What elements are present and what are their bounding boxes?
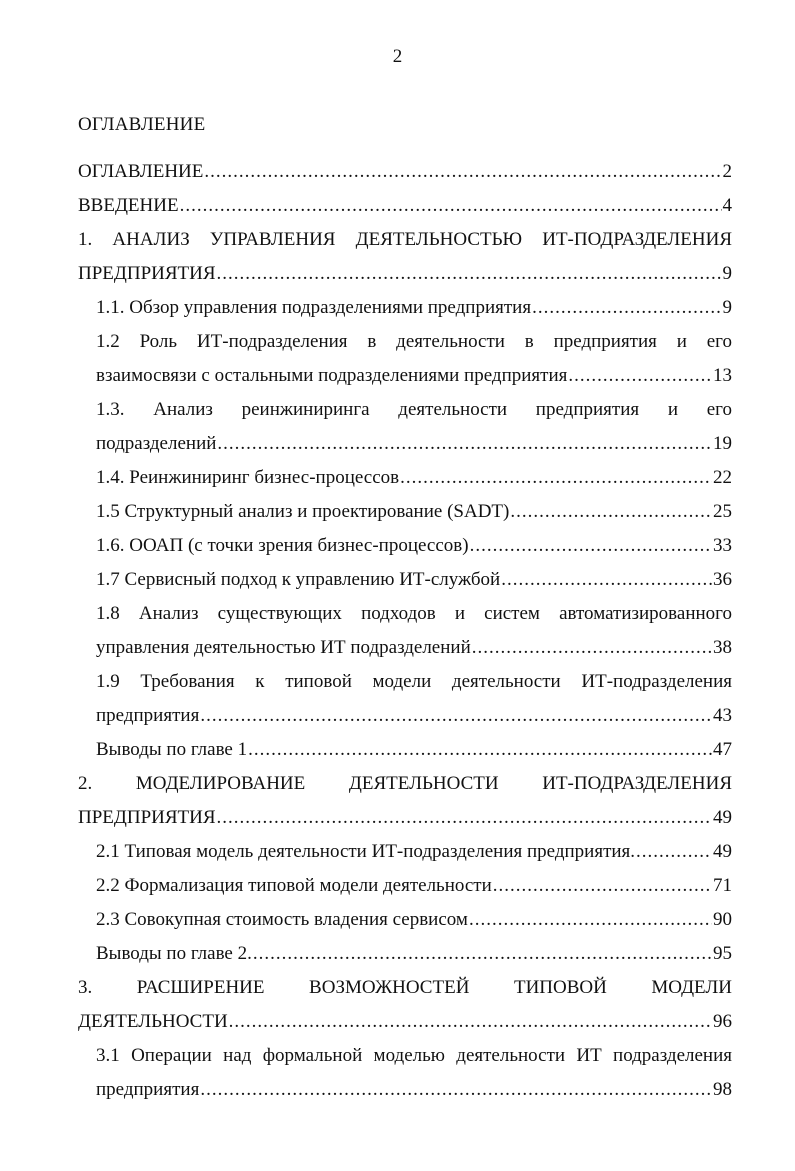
toc-entry-leader-line — [78, 257, 732, 291]
toc-entry-leader-line — [96, 631, 732, 665]
toc-entry-leader-line — [78, 1005, 732, 1039]
toc-entry-page: 98 — [713, 1079, 732, 1100]
toc-entry-page: 9 — [722, 297, 732, 318]
toc-entry[interactable] — [78, 155, 732, 189]
toc-entry-page: 22 — [713, 467, 732, 488]
toc-entry-leader-line — [96, 869, 732, 903]
toc-entry[interactable] — [96, 903, 732, 937]
toc-entry-line: 1.3. Анализ реинжиниринга деятельности предприятия и его — [96, 399, 732, 420]
dot-leader — [200, 699, 712, 733]
toc-entry-title: 1.1. Обзор управления подразделениями предприятия — [96, 297, 532, 318]
toc-entry-page: 47 — [713, 739, 732, 760]
dot-leader — [200, 1073, 712, 1107]
toc-entry-title: 2.2 Формализация типовой модели деятельности — [96, 875, 492, 896]
toc-entry-leader-line — [78, 155, 732, 189]
toc-entry-page: 49 — [713, 841, 732, 862]
dot-leader — [217, 801, 712, 835]
toc-entry[interactable] — [78, 189, 732, 223]
dot-leader — [400, 461, 712, 495]
dot-leader — [248, 733, 712, 767]
dot-leader — [472, 631, 712, 665]
toc-entry-leader-line — [96, 563, 732, 597]
toc-entry-line: 1.8 Анализ существующих подходов и систем автоматизированного — [96, 603, 732, 624]
toc-entry-page: 19 — [713, 433, 732, 454]
dot-leader — [501, 563, 712, 597]
toc-entry-title: 2.3 Совокупная стоимость владения сервисом — [96, 909, 468, 930]
toc-entry[interactable] — [96, 461, 732, 495]
toc-entry[interactable] — [96, 291, 732, 325]
toc-entry-title: взаимосвязи с остальными подразделениями предприятия — [96, 365, 568, 386]
dot-leader — [470, 529, 712, 563]
toc-entry-page: 9 — [722, 263, 732, 284]
toc-entry-title: ОГЛАВЛЕНИЕ — [78, 161, 204, 182]
toc-entry-title: 1.6. ООАП (с точки зрения бизнес-процессов) — [96, 535, 469, 556]
toc-entry-line: 1.2 Роль ИТ-подразделения в деятельности в предприятия и его — [96, 331, 732, 352]
toc-entry-leader-line — [96, 1073, 732, 1107]
toc-entry-page: 95 — [713, 943, 732, 964]
toc-entry-title: Выводы по главе 1 — [96, 739, 248, 760]
toc-entry-leader-line — [96, 427, 732, 461]
dot-leader — [493, 869, 712, 903]
toc-entry-page: 25 — [713, 501, 732, 522]
toc-entry-title: подразделений — [96, 433, 217, 454]
toc-entry-line: 1. АНАЛИЗ УПРАВЛЕНИЯ ДЕЯТЕЛЬНОСТЬЮ ИТ-ПОДРАЗДЕЛЕНИЯ — [78, 229, 732, 250]
toc-entry-page: 38 — [713, 637, 732, 658]
toc-entry[interactable] — [96, 665, 732, 733]
toc-entry-page: 96 — [713, 1011, 732, 1032]
toc-entry-title: ПРЕДПРИЯТИЯ — [78, 807, 216, 828]
toc-entry-page: 2 — [722, 161, 732, 182]
toc-entry-title: ПРЕДПРИЯТИЯ — [78, 263, 216, 284]
toc-entry-line: 2. МОДЕЛИРОВАНИЕ ДЕЯТЕЛЬНОСТИ ИТ-ПОДРАЗДЕЛЕНИЯ — [78, 773, 732, 794]
dot-leader — [229, 1005, 712, 1039]
toc-entry-line: 3. РАСШИРЕНИЕ ВОЗМОЖНОСТЕЙ ТИПОВОЙ МОДЕЛИ — [78, 977, 732, 998]
dot-leader — [217, 257, 722, 291]
toc-entry[interactable] — [96, 563, 732, 597]
dot-leader — [204, 155, 721, 189]
toc-entry-leader-line — [96, 835, 732, 869]
toc-entry[interactable] — [78, 971, 732, 1039]
toc-entry-page: 90 — [713, 909, 732, 930]
toc-entry-page: 49 — [713, 807, 732, 828]
dot-leader — [532, 291, 721, 325]
toc-entry-title: предприятия — [96, 1079, 200, 1100]
toc-entry-page: 13 — [713, 365, 732, 386]
toc-entry-page: 71 — [713, 875, 732, 896]
toc-entry[interactable] — [96, 393, 732, 461]
toc-entry-page: 36 — [713, 569, 732, 590]
toc-entry-title: ДЕЯТЕЛЬНОСТИ — [78, 1011, 228, 1032]
toc-entry-leader-line — [96, 529, 732, 563]
dot-leader — [180, 189, 722, 223]
toc-entry-leader-line — [96, 291, 732, 325]
toc-entry[interactable] — [96, 325, 732, 393]
toc-entry-leader-line — [96, 903, 732, 937]
toc-entry[interactable] — [96, 869, 732, 903]
toc-entry-page: 43 — [713, 705, 732, 726]
dot-leader — [636, 835, 712, 869]
toc-entry[interactable] — [96, 1039, 732, 1107]
toc-entry[interactable] — [96, 835, 732, 869]
toc-entry-leader-line — [96, 699, 732, 733]
toc-entry[interactable] — [96, 597, 732, 665]
toc-entry-title: 1.7 Сервисный подход к управлению ИТ-службой — [96, 569, 501, 590]
toc-entry-leader-line — [96, 359, 732, 393]
toc-heading: ОГЛАВЛЕНИЕ — [78, 114, 206, 135]
toc-entry[interactable] — [96, 937, 732, 971]
toc-entry-title: управления деятельностью ИТ подразделений — [96, 637, 471, 658]
toc-entry-leader-line — [96, 937, 732, 971]
toc-entry-line: 3.1 Операции над формальной моделью деятельности ИТ подразделения — [96, 1045, 732, 1066]
dot-leader — [469, 903, 712, 937]
toc-entry[interactable] — [96, 495, 732, 529]
toc-entry-page: 33 — [713, 535, 732, 556]
toc-entry-title: 1.4. Реинжиниринг бизнес-процессов — [96, 467, 400, 488]
toc-entry[interactable] — [96, 529, 732, 563]
toc-entry-title: Выводы по главе 2. — [96, 943, 252, 964]
dot-leader — [568, 359, 712, 393]
toc-entry[interactable] — [96, 733, 732, 767]
toc-entry-title: ВВЕДЕНИЕ — [78, 195, 179, 216]
toc-entry[interactable] — [78, 767, 732, 835]
dot-leader — [253, 937, 712, 971]
toc-entry-leader-line — [78, 801, 732, 835]
toc-entry-leader-line — [96, 495, 732, 529]
toc-entry-leader-line — [96, 733, 732, 767]
toc-entry-title: предприятия — [96, 705, 200, 726]
toc-entry-leader-line — [96, 461, 732, 495]
toc-entry-page: 4 — [722, 195, 732, 216]
dot-leader — [510, 495, 712, 529]
toc-entry-title: 2.1 Типовая модель деятельности ИТ-подразделения предприятия. — [96, 841, 636, 862]
toc-entry-leader-line — [78, 189, 732, 223]
page-number: 2 — [392, 46, 403, 67]
toc-entry[interactable] — [78, 223, 732, 291]
table-of-contents — [78, 155, 732, 1107]
toc-entry-title: 1.5 Структурный анализ и проектирование (SADT) — [96, 501, 510, 522]
toc-entry-line: 1.9 Требования к типовой модели деятельности ИТ-подразделения — [96, 671, 732, 692]
dot-leader — [217, 427, 712, 461]
